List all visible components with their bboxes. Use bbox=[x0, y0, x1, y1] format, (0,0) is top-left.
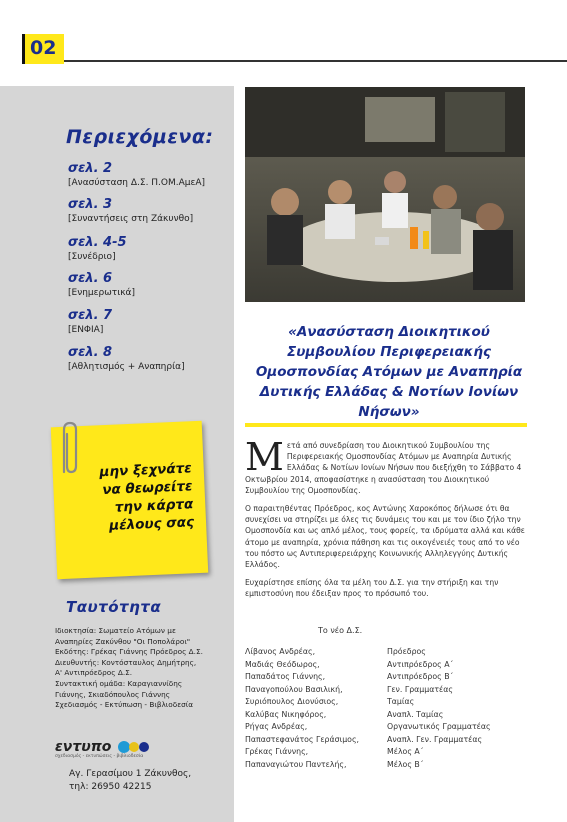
address-line: Αγ. Γερασίμου 1 Ζάκυνθος, bbox=[69, 769, 192, 779]
board-member-name: Καλύβας Νικηφόρος, bbox=[245, 709, 327, 719]
board-member-role: Γεν. Γραμματέας bbox=[387, 684, 453, 694]
identity-line: Γιάννης, Σκιαδόπουλος Γιάννης bbox=[55, 689, 171, 699]
toc-entry[interactable] bbox=[68, 234, 127, 264]
toc-topic: [Συνέδριο] bbox=[68, 252, 116, 262]
identity-line: Σχεδιασμός - Εκτύπωση - Βιβλιοδεσία bbox=[55, 700, 194, 710]
headline-rule bbox=[245, 423, 527, 427]
board-member-name: Λίβανος Ανδρέας, bbox=[245, 647, 316, 656]
toc-topic: [Ανασύσταση Δ.Σ. Π.ΟΜ.ΑμεΑ] bbox=[68, 178, 206, 188]
toc-page: σελ. 8 bbox=[68, 345, 113, 360]
header-rule bbox=[64, 60, 567, 62]
toc-topic: [Ενημερωτικά] bbox=[68, 288, 135, 298]
board-member-role: Μέλος Β΄ bbox=[387, 759, 424, 769]
toc-entry[interactable] bbox=[68, 160, 205, 190]
toc-page: σελ. 7 bbox=[68, 308, 113, 323]
toc-topic: [ΕΝΦΙΑ] bbox=[68, 325, 104, 335]
board-heading: Το νέο Δ.Σ. bbox=[318, 626, 363, 635]
board-row bbox=[245, 709, 535, 722]
article-paragraph: Ο παραιτηθέντας Πρόεδρος, κος Αντώνης Χαροκόπος δήλωσε ότι θα συνεχίσει να στηρίζει με όλες τις δυνάμεις του και με τον ίδιο ζήλο την Ομοσπονδία και ως απλό μέλος, τους φορείς, τα ιδρύματα αλλά και κάθε άτομο με αναπηρία, χρόνια πάθηση και τις οικογένειές τους από το νέο του πόστο ως Αντιπεριφερειάρχης Κοινωνικής Αλληλεγγύης Δυτικής Ελλάδος. bbox=[245, 504, 525, 570]
paperclip-icon bbox=[56, 420, 86, 478]
meeting-photo bbox=[245, 87, 525, 302]
board-row bbox=[245, 734, 535, 747]
page-number-bar bbox=[22, 34, 25, 64]
logo-mark-icon bbox=[117, 739, 151, 755]
board-member-name: Συριόπουλος Διονύσιος, bbox=[245, 697, 339, 706]
identity-line: Ιδιοκτησία: Σωματείο Ατόμων με bbox=[55, 626, 176, 635]
board-member-name: Παναγοπούλου Βασιλική, bbox=[245, 684, 343, 694]
article-headline: «Ανασύσταση Διοικητικού Συμβουλίου Περιφερειακής Ομοσπονδίας Ατόμων με Αναπηρία Δυτικής Ελλάδας & Νοτίων Ιονίων Νήσων» bbox=[255, 324, 523, 420]
board-member-role: Αναπλ. Γεν. Γραμματέας bbox=[387, 734, 483, 744]
board-row bbox=[245, 659, 535, 672]
printer-logo bbox=[55, 736, 165, 760]
identity-line: Εκδότης: Γρέκας Γιάννης Πρόεδρος Δ.Σ. bbox=[55, 647, 203, 657]
toc-page: σελ. 6 bbox=[68, 271, 113, 286]
board-member-name: Παπαστεφανάτος Γεράσιμος, bbox=[245, 734, 359, 744]
identity-body bbox=[55, 626, 231, 711]
board-member-role: Αναπλ. Ταμίας bbox=[387, 709, 444, 719]
toc-entry[interactable] bbox=[68, 270, 135, 300]
board-row bbox=[245, 646, 535, 659]
note-line: την κάρτα bbox=[114, 496, 194, 516]
board-member-role: Αντιπρόεδρος Β΄ bbox=[387, 672, 454, 681]
note-line: μέλους σας bbox=[108, 514, 195, 534]
identity-line: Α' Αντιπρόεδρος Δ.Σ. bbox=[55, 668, 133, 678]
article-paragraph: ετά από συνεδρίαση του Διοικητικού Συμβουλίου της Περιφερειακής Ομοσπονδίας Ατόμων με Αναπηρία Δυτικής Ελλάδας & Νοτίων Ιονίων Νήσων που διεξήχθη το Σάββατο 4 Οκτωβρίου 2014, αποφασίστηκε η ανασύσταση του Διοικητικού Συμβουλίου της Ομοσπονδίας. bbox=[245, 441, 522, 495]
identity-line: Διευθυντής: Κοντόσταυλος Δημήτρης, bbox=[55, 657, 197, 667]
board-member-role: Πρόεδρος bbox=[387, 647, 426, 656]
board-member-name: Παπαναγιώτου Παντελής, bbox=[245, 759, 347, 769]
address bbox=[69, 768, 191, 794]
board-member-role: Αντιπρόεδρος Α΄ bbox=[387, 659, 454, 669]
board-row bbox=[245, 746, 535, 759]
toc-title: Περιεχόμενα: bbox=[66, 126, 214, 148]
toc-topic: [Αθλητισμός + Αναπηρία] bbox=[68, 362, 185, 372]
toc-page: σελ. 3 bbox=[68, 197, 113, 212]
board-member-role: Οργανωτικός Γραμματέας bbox=[387, 722, 491, 731]
board-member-name: Ρήγας Ανδρέας, bbox=[245, 722, 308, 731]
toc-entry[interactable] bbox=[68, 307, 112, 337]
logo-text: εντυπο bbox=[55, 739, 112, 755]
board-row bbox=[245, 671, 535, 684]
drop-cap: Μ bbox=[245, 435, 284, 479]
note-line: να θεωρείτε bbox=[101, 478, 193, 499]
toc-page: σελ. 2 bbox=[68, 161, 113, 176]
toc-entry[interactable] bbox=[68, 344, 185, 374]
toc-entry[interactable] bbox=[68, 196, 193, 226]
logo-subtitle: σχεδιασμός - εκτυπώσεις - βιβλιοδεσία bbox=[55, 754, 144, 759]
board-member-name: Γρέκας Γιάννης, bbox=[245, 747, 309, 756]
board-list bbox=[245, 646, 535, 771]
board-row bbox=[245, 759, 535, 772]
board-member-name: Μαδιάς Θεόδωρος, bbox=[245, 659, 320, 669]
board-row bbox=[245, 696, 535, 709]
identity-line: Αναπηρίες Ζακύνθου "Οι Ποπολάροι" bbox=[55, 636, 191, 646]
toc-topic: [Συναντήσεις στη Ζάκυνθο] bbox=[68, 214, 194, 224]
identity-line: Συντακτική ομάδα: Καραγιαννίδης bbox=[55, 678, 183, 688]
page-number: 02 bbox=[30, 37, 57, 59]
board-row bbox=[245, 684, 535, 697]
board-member-name: Παπαδάτος Γιάννης, bbox=[245, 672, 326, 681]
article-body bbox=[245, 435, 535, 600]
note-line: μην ξεχνάτε bbox=[99, 460, 193, 481]
article-paragraph: Ευχαρίστησε επίσης όλα τα μέλη του Δ.Σ. για την στήριξη και την εμπιστοσύνη που έδειξαν προς το πρόσωπό του. bbox=[245, 578, 499, 599]
toc-page: σελ. 4-5 bbox=[68, 235, 127, 250]
board-member-role: Μέλος Α΄ bbox=[387, 747, 424, 756]
board-row bbox=[245, 721, 535, 734]
identity-title: Ταυτότητα bbox=[66, 598, 162, 616]
board-member-role: Ταμίας bbox=[387, 697, 415, 706]
address-phone: τηλ: 26950 42215 bbox=[69, 782, 152, 792]
